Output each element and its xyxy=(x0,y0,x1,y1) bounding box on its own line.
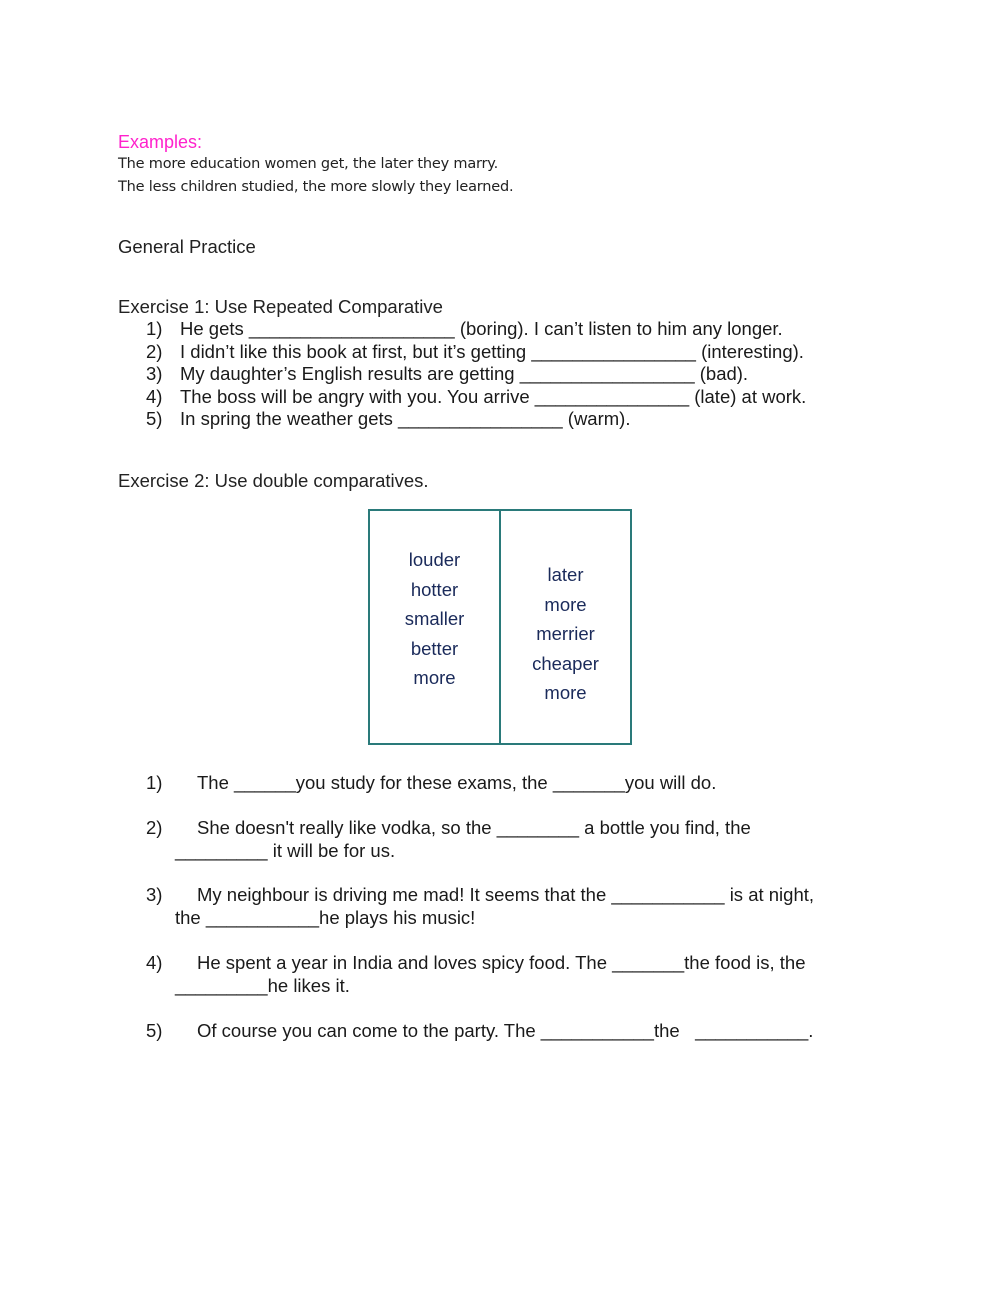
exercise1-item xyxy=(146,341,806,364)
item-text-continuation: _________he likes it. xyxy=(175,974,350,996)
word-option: more xyxy=(544,593,587,615)
item-number: 4) xyxy=(146,952,163,973)
word-option: louder xyxy=(408,549,461,570)
item-number: 2) xyxy=(146,817,163,838)
exercise2-item xyxy=(146,817,751,862)
item-text: He spent a year in India and loves spicy food. The _______the food is, the xyxy=(197,952,806,973)
item-number: 1) xyxy=(146,772,163,793)
item-number: 2) xyxy=(146,340,163,362)
exercise2-item xyxy=(146,1020,813,1043)
item-number: 3) xyxy=(146,363,163,385)
word-box-right-column xyxy=(501,511,630,743)
example-sentence: The less children studied, the more slowly they learned. xyxy=(118,179,514,195)
exercise1-heading: Exercise 1: Use Repeated Comparative xyxy=(118,296,443,317)
exercise1-item xyxy=(146,408,806,431)
exercise2-item xyxy=(146,952,806,997)
item-text: She doesn't really like vodka, so the ________ a bottle you find, the xyxy=(197,817,751,838)
exercise2-item xyxy=(146,884,814,929)
item-text: Of course you can come to the party. The ___________the ___________. xyxy=(197,1020,814,1041)
word-option: more xyxy=(544,682,587,703)
item-text: My daughter’s English results are getting _________________ (bad). xyxy=(180,363,749,385)
item-number: 5) xyxy=(146,408,163,430)
word-box xyxy=(368,509,632,745)
example-sentence: The more education women get, the later they marry. xyxy=(118,156,498,172)
word-option: later xyxy=(547,564,584,585)
item-text: He gets ____________________ (boring). I can’t listen to him any longer. xyxy=(180,318,783,339)
word-option: more xyxy=(413,667,456,688)
item-text-continuation: _________ it will be for us. xyxy=(175,839,396,861)
word-option: better xyxy=(410,637,459,659)
item-number: 5) xyxy=(146,1020,163,1041)
examples-heading: Examples: xyxy=(118,132,203,152)
exercise1-item xyxy=(146,363,806,386)
item-text: I didn’t like this book at first, but it’s getting ________________ (interesting). xyxy=(180,340,804,362)
item-number: 1) xyxy=(146,318,163,339)
word-option: hotter xyxy=(410,578,459,600)
exercise1-item xyxy=(146,318,806,341)
word-option: merrier xyxy=(536,623,595,644)
exercise1-list xyxy=(146,318,806,431)
item-number: 3) xyxy=(146,884,163,905)
general-practice-heading: General Practice xyxy=(118,236,256,257)
item-text: The ______you study for these exams, the _______you will do. xyxy=(197,772,717,793)
word-box-left-column xyxy=(370,511,501,743)
exercise2-item xyxy=(146,772,716,795)
item-number: 4) xyxy=(146,385,163,407)
exercise1-item xyxy=(146,386,806,409)
item-text: The boss will be angry with you. You arrive _______________ (late) at work. xyxy=(180,385,807,407)
item-text: In spring the weather gets ________________ (warm). xyxy=(180,408,631,430)
exercise2-heading: Exercise 2: Use double comparatives. xyxy=(118,470,429,491)
item-text: My neighbour is driving me mad! It seems that the ___________ is at night, xyxy=(197,884,815,905)
item-text-continuation: the ___________he plays his music! xyxy=(175,906,476,928)
word-option: smaller xyxy=(404,608,465,629)
word-option: cheaper xyxy=(532,652,599,674)
